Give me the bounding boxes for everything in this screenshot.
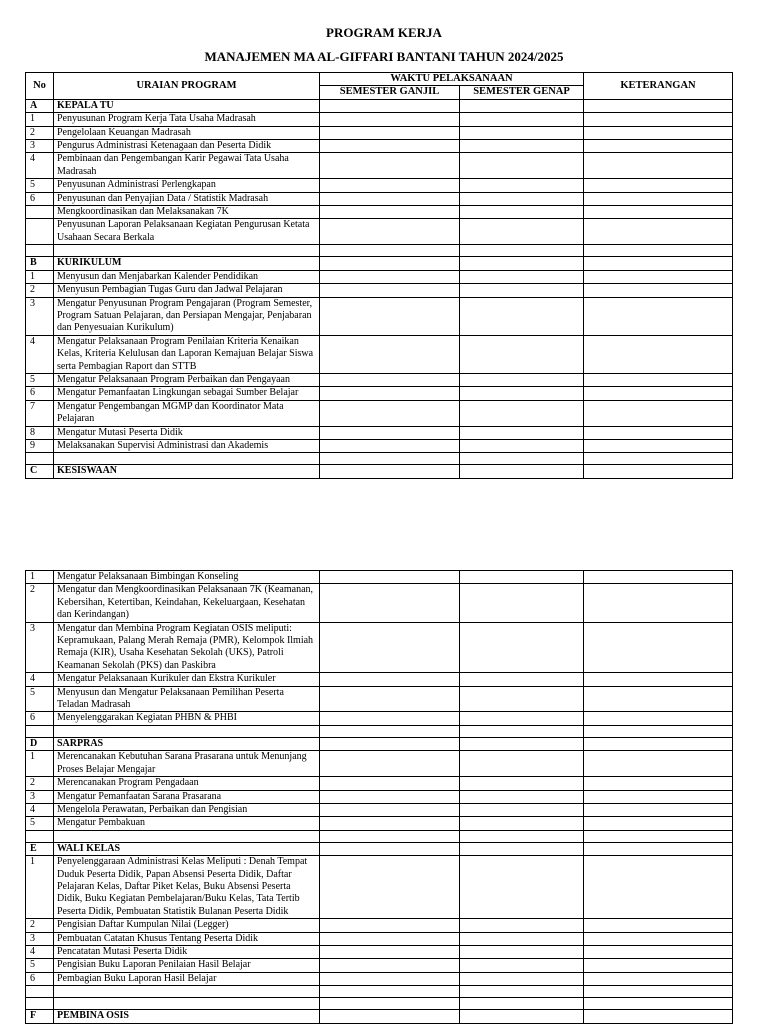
cell-keterangan	[584, 439, 733, 452]
cell-no: 6	[26, 972, 54, 985]
cell-semester-genap	[460, 400, 584, 426]
cell-program: Mengatur Pemanfaatan Lingkungan sebagai Sumber Belajar	[54, 387, 320, 400]
header-no: No	[26, 73, 54, 100]
cell-program: Pembagian Buku Laporan Hasil Belajar	[54, 972, 320, 985]
cell-keterangan	[584, 959, 733, 972]
blank-cell	[26, 725, 54, 737]
cell-semester-ganjil	[320, 192, 460, 205]
cell-no: B	[26, 257, 54, 270]
cell-semester-ganjil	[320, 686, 460, 712]
cell-program: Pengelolaan Keuangan Madrasah	[54, 126, 320, 139]
table-row	[26, 803, 733, 816]
cell-program: Pengisian Buku Laporan Penilaian Hasil Belajar	[54, 959, 320, 972]
blank-row	[26, 830, 733, 842]
cell-semester-genap	[460, 1010, 584, 1023]
cell-semester-genap	[460, 817, 584, 830]
cell-program: Pencatatan Mutasi Peserta Didik	[54, 945, 320, 958]
cell-no: 3	[26, 622, 54, 673]
cell-no: 3	[26, 140, 54, 153]
cell-program: Pengurus Administrasi Ketenagaan dan Peserta Didik	[54, 140, 320, 153]
cell-no: 1	[26, 270, 54, 283]
cell-semester-genap	[460, 571, 584, 584]
header-semester-genap: SEMESTER GENAP	[460, 86, 584, 99]
cell-semester-genap	[460, 777, 584, 790]
cell-program: Mengatur Pemanfaatan Sarana Prasarana	[54, 790, 320, 803]
cell-no: 3	[26, 932, 54, 945]
cell-semester-genap	[460, 737, 584, 750]
table-row	[26, 297, 733, 335]
section-row	[26, 99, 733, 112]
cell-no: E	[26, 842, 54, 855]
table-row	[26, 270, 733, 283]
cell-semester-genap	[460, 439, 584, 452]
cell-keterangan	[584, 790, 733, 803]
cell-semester-ganjil	[320, 335, 460, 373]
blank-cell	[460, 998, 584, 1010]
header-semester-ganjil: SEMESTER GANJIL	[320, 86, 460, 99]
cell-no: 4	[26, 153, 54, 179]
cell-program: Mengatur dan Membina Program Kegiatan OSIS meliputi: Kepramukaan, Palang Merah Remaja (PMR), Kelompok Ilmiah Remaja (KIR), Usaha Kesehatan Sekolah (UKS), Patroli Keamanan Sekolah (PKS) dan Paskibra	[54, 622, 320, 673]
cell-program: Mengkoordinasikan dan Melaksanakan 7K	[54, 206, 320, 219]
cell-semester-genap	[460, 622, 584, 673]
blank-row	[26, 453, 733, 465]
cell-program: Penyusunan Administrasi Perlengkapan	[54, 179, 320, 192]
table-row	[26, 686, 733, 712]
cell-no: 4	[26, 673, 54, 686]
cell-no: 9	[26, 439, 54, 452]
table-row	[26, 945, 733, 958]
cell-keterangan	[584, 465, 733, 478]
cell-semester-ganjil	[320, 856, 460, 919]
cell-semester-genap	[460, 842, 584, 855]
cell-no: 5	[26, 686, 54, 712]
blank-row	[26, 986, 733, 998]
table-row	[26, 179, 733, 192]
table-row	[26, 790, 733, 803]
cell-keterangan	[584, 219, 733, 245]
blank-cell	[584, 986, 733, 998]
cell-keterangan	[584, 945, 733, 958]
cell-semester-genap	[460, 206, 584, 219]
cell-semester-genap	[460, 673, 584, 686]
cell-no: 1	[26, 856, 54, 919]
cell-semester-genap	[460, 945, 584, 958]
cell-keterangan	[584, 842, 733, 855]
cell-semester-genap	[460, 192, 584, 205]
cell-semester-genap	[460, 153, 584, 179]
cell-semester-genap	[460, 140, 584, 153]
blank-cell	[320, 245, 460, 257]
cell-semester-genap	[460, 932, 584, 945]
cell-keterangan	[584, 1010, 733, 1023]
cell-semester-ganjil	[320, 113, 460, 126]
cell-no: 4	[26, 803, 54, 816]
table-row	[26, 571, 733, 584]
cell-no: 7	[26, 400, 54, 426]
cell-keterangan	[584, 932, 733, 945]
cell-semester-ganjil	[320, 257, 460, 270]
cell-semester-genap	[460, 335, 584, 373]
cell-no: 5	[26, 817, 54, 830]
cell-keterangan	[584, 673, 733, 686]
cell-no: 4	[26, 335, 54, 373]
blank-cell	[54, 245, 320, 257]
cell-keterangan	[584, 373, 733, 386]
cell-program: Mengatur Mutasi Peserta Didik	[54, 426, 320, 439]
cell-semester-ganjil	[320, 270, 460, 283]
cell-keterangan	[584, 751, 733, 777]
cell-no: 1	[26, 751, 54, 777]
cell-keterangan	[584, 426, 733, 439]
table-row	[26, 153, 733, 179]
cell-semester-ganjil	[320, 206, 460, 219]
cell-semester-ganjil	[320, 932, 460, 945]
cell-semester-genap	[460, 179, 584, 192]
cell-keterangan	[584, 99, 733, 112]
cell-semester-genap	[460, 584, 584, 622]
section-title: PEMBINA OSIS	[54, 1010, 320, 1023]
cell-semester-ganjil	[320, 622, 460, 673]
blank-cell	[320, 453, 460, 465]
cell-program: Mengatur Pelaksanaan Bimbingan Konseling	[54, 571, 320, 584]
cell-keterangan	[584, 972, 733, 985]
cell-program: Melaksanakan Supervisi Administrasi dan Akademis	[54, 439, 320, 452]
table-row	[26, 373, 733, 386]
cell-semester-ganjil	[320, 803, 460, 816]
cell-program: Merencanakan Program Pengadaan	[54, 777, 320, 790]
blank-cell	[26, 986, 54, 998]
cell-program: Mengatur Pelaksanaan Program Penilaian Kriteria Kenaikan Kelas, Kriteria Kelulusan dan Laporan Kemajuan Belajar Siswa serta Pembagian Raport dan STTB	[54, 335, 320, 373]
cell-keterangan	[584, 153, 733, 179]
blank-cell	[26, 245, 54, 257]
blank-cell	[320, 998, 460, 1010]
table-row	[26, 206, 733, 219]
table-body	[26, 571, 733, 1024]
cell-no: 6	[26, 387, 54, 400]
cell-semester-genap	[460, 373, 584, 386]
section-row	[26, 257, 733, 270]
cell-semester-ganjil	[320, 284, 460, 297]
blank-cell	[26, 453, 54, 465]
cell-program: Merencanakan Kebutuhan Sarana Prasarana untuk Menunjang Proses Belajar Mengajar	[54, 751, 320, 777]
cell-semester-ganjil	[320, 972, 460, 985]
blank-row	[26, 245, 733, 257]
cell-keterangan	[584, 400, 733, 426]
blank-cell	[54, 453, 320, 465]
blank-cell	[460, 830, 584, 842]
cell-program: Mengelola Perawatan, Perbaikan dan Pengisian	[54, 803, 320, 816]
document-subtitle: MANAJEMEN MA AL-GIFFARI BANTANI TAHUN 2024/2025	[204, 49, 564, 64]
blank-row	[26, 998, 733, 1010]
cell-semester-ganjil	[320, 584, 460, 622]
cell-semester-ganjil	[320, 99, 460, 112]
section-title: WALI KELAS	[54, 842, 320, 855]
section-row	[26, 465, 733, 478]
cell-semester-ganjil	[320, 426, 460, 439]
table-row	[26, 751, 733, 777]
cell-program: Penyusunan dan Penyajian Data / Statistik Madrasah	[54, 192, 320, 205]
cell-semester-genap	[460, 686, 584, 712]
table-row	[26, 284, 733, 297]
cell-keterangan	[584, 284, 733, 297]
cell-semester-ganjil	[320, 777, 460, 790]
cell-semester-ganjil	[320, 1010, 460, 1023]
blank-cell	[584, 830, 733, 842]
table-row	[26, 335, 733, 373]
cell-program: Penyusunan Laporan Pelaksanaan Kegiatan Pengurusan Ketata Usahaan Secara Berkala	[54, 219, 320, 245]
blank-cell	[584, 998, 733, 1010]
cell-keterangan	[584, 584, 733, 622]
cell-keterangan	[584, 126, 733, 139]
section-row	[26, 737, 733, 750]
blank-cell	[54, 725, 320, 737]
cell-semester-genap	[460, 297, 584, 335]
table-row	[26, 584, 733, 622]
cell-keterangan	[584, 622, 733, 673]
cell-program: Mengatur Pengembangan MGMP dan Koordinator Mata Pelajaran	[54, 400, 320, 426]
cell-no: 2	[26, 777, 54, 790]
blank-row	[26, 725, 733, 737]
section-title: SARPRAS	[54, 737, 320, 750]
cell-keterangan	[584, 335, 733, 373]
blank-cell	[460, 725, 584, 737]
cell-semester-ganjil	[320, 751, 460, 777]
cell-semester-ganjil	[320, 387, 460, 400]
table-row	[26, 817, 733, 830]
cell-semester-genap	[460, 751, 584, 777]
cell-semester-ganjil	[320, 673, 460, 686]
cell-keterangan	[584, 571, 733, 584]
blank-cell	[54, 986, 320, 998]
cell-program: Pembuatan Catatan Khusus Tentang Peserta Didik	[54, 932, 320, 945]
cell-semester-genap	[460, 270, 584, 283]
cell-semester-ganjil	[320, 179, 460, 192]
cell-program: Mengatur Pelaksanaan Program Perbaikan dan Pengayaan	[54, 373, 320, 386]
cell-keterangan	[584, 777, 733, 790]
cell-program: Penyusunan Program Kerja Tata Usaha Madrasah	[54, 113, 320, 126]
blank-cell	[320, 725, 460, 737]
cell-semester-genap	[460, 387, 584, 400]
cell-keterangan	[584, 113, 733, 126]
blank-cell	[54, 998, 320, 1010]
cell-keterangan	[584, 712, 733, 725]
cell-program: Mengatur Pelaksanaan Kurikuler dan Ekstra Kurikuler	[54, 673, 320, 686]
cell-semester-ganjil	[320, 959, 460, 972]
cell-no: A	[26, 99, 54, 112]
cell-keterangan	[584, 817, 733, 830]
cell-semester-ganjil	[320, 219, 460, 245]
cell-keterangan	[584, 387, 733, 400]
cell-semester-ganjil	[320, 400, 460, 426]
cell-semester-genap	[460, 919, 584, 932]
table-row	[26, 219, 733, 245]
cell-semester-genap	[460, 113, 584, 126]
cell-semester-genap	[460, 959, 584, 972]
table-row	[26, 932, 733, 945]
cell-program: Penyelenggaraan Administrasi Kelas Meliputi : Denah Tempat Duduk Peserta Didik, Papan Absensi Peserta Didik, Daftar Pelajaran Kelas, Daftar Piket Kelas, Buku Absensi Peserta Didik, Buku Kegiatan Pembelajaran/Buku Kelas, Tata Tertib Peserta Didik, Pembuatan Statistik Bulanan Peserta Didik	[54, 856, 320, 919]
cell-semester-ganjil	[320, 712, 460, 725]
cell-keterangan	[584, 856, 733, 919]
cell-semester-ganjil	[320, 465, 460, 478]
cell-no: 5	[26, 959, 54, 972]
cell-no: 8	[26, 426, 54, 439]
cell-keterangan	[584, 257, 733, 270]
cell-semester-ganjil	[320, 919, 460, 932]
cell-no: F	[26, 1010, 54, 1023]
blank-cell	[54, 830, 320, 842]
cell-semester-ganjil	[320, 140, 460, 153]
cell-program: Pembinaan dan Pengembangan Karir Pegawai Tata Usaha Madrasah	[54, 153, 320, 179]
cell-no: D	[26, 737, 54, 750]
table-body	[26, 99, 733, 478]
header-program: URAIAN PROGRAM	[54, 73, 320, 100]
cell-keterangan	[584, 297, 733, 335]
blank-cell	[584, 453, 733, 465]
cell-keterangan	[584, 919, 733, 932]
cell-no	[26, 219, 54, 245]
cell-no: 6	[26, 192, 54, 205]
document-title: PROGRAM KERJA	[326, 25, 442, 40]
cell-semester-genap	[460, 856, 584, 919]
cell-semester-genap	[460, 284, 584, 297]
cell-semester-genap	[460, 712, 584, 725]
header-waktu: WAKTU PELAKSANAAN	[320, 73, 584, 86]
cell-program: Menyusun dan Mengatur Pelaksanaan Pemilihan Peserta Teladan Madrasah	[54, 686, 320, 712]
section-title: KESISWAAN	[54, 465, 320, 478]
cell-semester-ganjil	[320, 790, 460, 803]
cell-semester-ganjil	[320, 373, 460, 386]
cell-no: 4	[26, 945, 54, 958]
blank-cell	[584, 245, 733, 257]
cell-semester-genap	[460, 790, 584, 803]
program-table-part-2	[25, 570, 733, 1024]
cell-semester-ganjil	[320, 126, 460, 139]
table-row	[26, 192, 733, 205]
table-row	[26, 140, 733, 153]
cell-no: 2	[26, 919, 54, 932]
table-row	[26, 113, 733, 126]
cell-program: Mengatur Pembakuan	[54, 817, 320, 830]
header-keterangan: KETERANGAN	[584, 73, 733, 100]
cell-no: 1	[26, 571, 54, 584]
cell-no: 5	[26, 179, 54, 192]
cell-keterangan	[584, 206, 733, 219]
cell-semester-genap	[460, 426, 584, 439]
cell-keterangan	[584, 737, 733, 750]
cell-semester-ganjil	[320, 737, 460, 750]
cell-no: 6	[26, 712, 54, 725]
blank-cell	[26, 998, 54, 1010]
cell-no: 5	[26, 373, 54, 386]
cell-program: Pengisian Daftar Kumpulan Nilai (Legger)	[54, 919, 320, 932]
table-row	[26, 777, 733, 790]
table-row	[26, 919, 733, 932]
section-title: KEPALA TU	[54, 99, 320, 112]
table-row	[26, 439, 733, 452]
blank-cell	[26, 830, 54, 842]
cell-keterangan	[584, 192, 733, 205]
cell-program: Mengatur dan Mengkoordinasikan Pelaksanaan 7K (Keamanan, Kebersihan, Ketertiban, Keindahan, Kekeluargaan, Kesehatan dan Kerindangan)	[54, 584, 320, 622]
table-row	[26, 712, 733, 725]
cell-semester-genap	[460, 465, 584, 478]
cell-no: 2	[26, 126, 54, 139]
program-table-part-1	[25, 72, 733, 479]
blank-cell	[320, 830, 460, 842]
cell-semester-genap	[460, 126, 584, 139]
cell-no: 3	[26, 790, 54, 803]
table-row	[26, 126, 733, 139]
table-row	[26, 622, 733, 673]
cell-no: 2	[26, 584, 54, 622]
blank-cell	[320, 986, 460, 998]
cell-keterangan	[584, 686, 733, 712]
cell-semester-genap	[460, 257, 584, 270]
section-row	[26, 1010, 733, 1023]
cell-program: Mengatur Penyusunan Program Pengajaran (Program Semester, Program Satuan Pelajaran, dan Persiapan Mengajar, Penjabaran dan Penyesuaian Kurikulum)	[54, 297, 320, 335]
section-title: KURIKULUM	[54, 257, 320, 270]
cell-semester-ganjil	[320, 153, 460, 179]
cell-no: 3	[26, 297, 54, 335]
cell-semester-ganjil	[320, 571, 460, 584]
cell-program: Menyelenggarakan Kegiatan PHBN & PHBI	[54, 712, 320, 725]
cell-no: 1	[26, 113, 54, 126]
section-row	[26, 842, 733, 855]
cell-semester-ganjil	[320, 817, 460, 830]
cell-no	[26, 206, 54, 219]
cell-program: Menyusun dan Menjabarkan Kalender Pendidikan	[54, 270, 320, 283]
cell-semester-genap	[460, 803, 584, 816]
cell-keterangan	[584, 803, 733, 816]
cell-semester-genap	[460, 219, 584, 245]
cell-no: 2	[26, 284, 54, 297]
blank-cell	[460, 986, 584, 998]
table-row	[26, 856, 733, 919]
cell-semester-ganjil	[320, 439, 460, 452]
blank-cell	[460, 245, 584, 257]
cell-keterangan	[584, 270, 733, 283]
cell-semester-genap	[460, 99, 584, 112]
blank-cell	[584, 725, 733, 737]
table-row	[26, 400, 733, 426]
cell-semester-ganjil	[320, 945, 460, 958]
blank-cell	[460, 453, 584, 465]
table-row	[26, 972, 733, 985]
table-row	[26, 387, 733, 400]
cell-semester-ganjil	[320, 842, 460, 855]
cell-semester-genap	[460, 972, 584, 985]
table-row	[26, 426, 733, 439]
cell-no: C	[26, 465, 54, 478]
table-row	[26, 673, 733, 686]
cell-keterangan	[584, 179, 733, 192]
cell-program: Menyusun Pembagian Tugas Guru dan Jadwal Pelajaran	[54, 284, 320, 297]
cell-keterangan	[584, 140, 733, 153]
cell-semester-ganjil	[320, 297, 460, 335]
table-row	[26, 959, 733, 972]
